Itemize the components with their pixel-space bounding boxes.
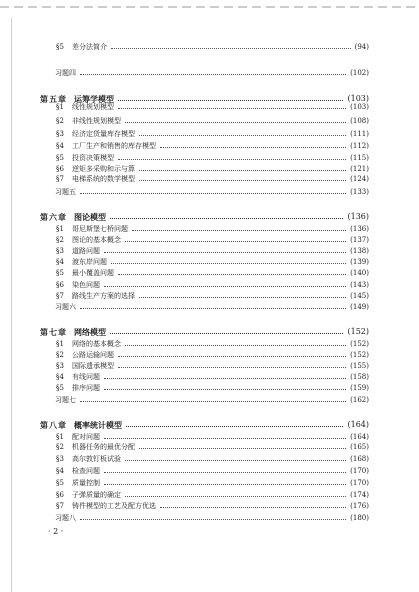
entry-page: (139) (350, 258, 369, 266)
entry-number: §4 (56, 373, 64, 381)
section-entry (0, 382, 419, 394)
section-entry (0, 500, 419, 512)
exercise-entry (0, 512, 419, 524)
chapter-entry (0, 211, 419, 223)
entry-page: (115) (350, 154, 369, 162)
page-number: · 2 · (48, 527, 64, 536)
entry-page: (155) (350, 362, 369, 370)
entry-number: 第八章 (40, 420, 67, 430)
entry-title: 检查问题 (72, 467, 100, 475)
entry-title: 公路运输问题 (72, 351, 114, 359)
entry-number: §2 (56, 117, 64, 125)
entry-number: 习题五 (55, 188, 76, 196)
leader-dots (104, 389, 346, 390)
leader-dots (139, 297, 346, 298)
entry-number: 习题八 (55, 514, 76, 522)
leader-dots (110, 333, 343, 334)
entry-number: §6 (56, 491, 64, 499)
leader-dots (139, 448, 346, 449)
entry-page: (164) (347, 420, 369, 429)
entry-page: (158) (350, 373, 369, 381)
entry-page: (136) (350, 225, 369, 233)
entry-page: (176) (350, 502, 369, 510)
entry-number: §4 (56, 258, 64, 266)
entry-number: 第五章 (40, 94, 67, 104)
entry-page: (174) (350, 491, 369, 499)
entry-page: (136) (347, 212, 369, 221)
entry-number: §6 (56, 281, 64, 289)
leader-dots (118, 108, 346, 109)
entry-page: (152) (347, 327, 369, 336)
leader-dots (110, 218, 343, 219)
entry-page: (137) (350, 236, 369, 244)
section-entry (0, 140, 419, 152)
entry-title: 机器任务的最优分配 (72, 443, 135, 451)
entry-page: (111) (350, 130, 369, 138)
entry-number: §3 (56, 247, 64, 255)
entry-page: (152) (350, 351, 369, 359)
entry-page: (138) (350, 247, 369, 255)
leader-dots (104, 484, 346, 485)
entry-title: 线性规划模型 (72, 103, 114, 111)
entry-title: 工厂生产和销售的库存模型 (72, 142, 156, 150)
entry-title: 网络的基本概念 (72, 340, 121, 348)
entry-title: 网络模型 (74, 327, 106, 337)
chapter-entry (0, 419, 419, 431)
entry-title: 概率统计模型 (74, 420, 122, 430)
entry-number: 习题四 (55, 69, 76, 77)
entry-number: §5 (56, 154, 64, 162)
entry-page: (170) (350, 479, 369, 487)
entry-title: 电梯系统的数学模型 (72, 175, 135, 183)
entry-page: (180) (350, 514, 369, 522)
section-entry (0, 115, 419, 127)
leader-dots (160, 147, 346, 148)
leader-dots (80, 519, 346, 520)
entry-title: 逆矩多采购和示与算 (72, 165, 135, 173)
entry-number: §1 (56, 340, 64, 348)
entry-page: (103) (347, 94, 369, 103)
exercise-entry (0, 67, 419, 79)
section-entry (0, 453, 419, 465)
entry-number: 第七章 (40, 327, 67, 337)
entry-number: §4 (56, 467, 64, 475)
entry-number: §1 (56, 103, 64, 111)
leader-dots (80, 193, 346, 194)
entry-page: (145) (350, 292, 369, 300)
leader-dots (118, 356, 346, 357)
entry-page: (124) (350, 175, 369, 183)
entry-title: 运筹学模型 (74, 94, 114, 104)
entry-title: 铸件模型的工艺及配方优选 (72, 502, 156, 510)
entry-number: §1 (56, 433, 64, 441)
section-entry (0, 128, 419, 140)
entry-number: §7 (56, 292, 64, 300)
entry-title: 差分法简介 (72, 43, 107, 51)
leader-dots (118, 367, 346, 368)
leader-dots (125, 241, 346, 242)
section-entry (0, 267, 419, 279)
leader-dots (139, 180, 346, 181)
entry-title: 染色问题 (72, 281, 100, 289)
leader-dots (132, 230, 346, 231)
entry-page: (164) (350, 433, 369, 441)
entry-page: (165) (350, 443, 369, 451)
entry-title: 经济定货量库存模型 (72, 130, 135, 138)
leader-dots (111, 48, 351, 49)
entry-page: (121) (350, 165, 369, 173)
leader-dots (104, 438, 346, 439)
entry-page: (102) (350, 69, 369, 77)
entry-page: (108) (350, 117, 369, 125)
entry-page: (152) (350, 340, 369, 348)
entry-number: §2 (56, 351, 64, 359)
entry-title: 配对问题 (72, 433, 100, 441)
entry-number: §5 (56, 269, 64, 277)
leader-dots (104, 378, 346, 379)
entry-title: 道路问题 (72, 247, 100, 255)
entry-number: §5 (56, 43, 64, 51)
entry-title: 国际遗承模型 (72, 362, 114, 370)
entry-number: §7 (56, 502, 64, 510)
entry-title: 排序问题 (72, 384, 100, 392)
entry-page: (168) (350, 455, 369, 463)
entry-number: §4 (56, 142, 64, 150)
section-entry (0, 477, 419, 489)
leader-dots (126, 426, 343, 427)
entry-page: (103) (350, 103, 369, 111)
entry-title: 路线生产方案的选择 (72, 292, 135, 300)
entry-page: (159) (350, 384, 369, 392)
entry-title: 最小覆盖问题 (72, 269, 114, 277)
section-entry (0, 173, 419, 185)
entry-title: 非线性规划模型 (72, 117, 121, 125)
leader-dots (104, 472, 346, 473)
exercise-entry (0, 394, 419, 406)
leader-dots (118, 159, 346, 160)
entry-page: (162) (350, 396, 369, 404)
entry-number: §3 (56, 362, 64, 370)
entry-page: (133) (350, 188, 369, 196)
entry-number: §3 (56, 455, 64, 463)
entry-number: 第六章 (40, 212, 67, 222)
entry-number: §5 (56, 384, 64, 392)
entry-title: 质量控制 (72, 479, 100, 487)
entry-page: (149) (350, 303, 369, 311)
leader-dots (104, 286, 346, 287)
entry-title: 图论模型 (74, 212, 106, 222)
entry-title: 渡东岸问题 (72, 258, 107, 266)
entry-title: 有线问题 (72, 373, 100, 381)
entry-title: 哥尼斯堡七桥问题 (72, 225, 128, 233)
entry-title: 图论的基本概念 (72, 236, 121, 244)
leader-dots (125, 345, 346, 346)
section-entry (0, 41, 419, 53)
exercise-entry (0, 301, 419, 313)
entry-page: (112) (350, 142, 369, 150)
leader-dots (125, 496, 346, 497)
leader-dots (160, 507, 346, 508)
leader-dots (80, 401, 346, 402)
section-entry (0, 465, 419, 477)
entry-number: §3 (56, 130, 64, 138)
leader-dots (80, 74, 346, 75)
entry-title: 高尔敦钉板试验 (72, 455, 121, 463)
entry-number: §6 (56, 165, 64, 173)
leader-dots (139, 170, 346, 171)
section-entry (0, 441, 419, 453)
leader-dots (80, 308, 346, 309)
leader-dots (104, 252, 346, 253)
leader-dots (111, 263, 346, 264)
entry-number: §2 (56, 443, 64, 451)
chapter-entry (0, 326, 419, 338)
entry-title: 子弹质量的确定 (72, 491, 121, 499)
entry-number: §2 (56, 236, 64, 244)
top-dashed-line (0, 0, 419, 20)
entry-page: (140) (350, 269, 369, 277)
exercise-entry (0, 186, 419, 198)
leader-dots (125, 122, 346, 123)
leader-dots (125, 460, 346, 461)
section-entry (0, 101, 419, 113)
entry-page: (170) (350, 467, 369, 475)
leader-dots (139, 135, 346, 136)
leader-dots (118, 274, 346, 275)
entry-title: 投资决策模型 (72, 154, 114, 162)
entry-number: §5 (56, 479, 64, 487)
entry-number: 习题七 (55, 396, 76, 404)
entry-number: 习题六 (55, 303, 76, 311)
entry-number: §7 (56, 175, 64, 183)
entry-number: §1 (56, 225, 64, 233)
entry-page: (143) (350, 281, 369, 289)
entry-page: (94) (354, 43, 369, 51)
